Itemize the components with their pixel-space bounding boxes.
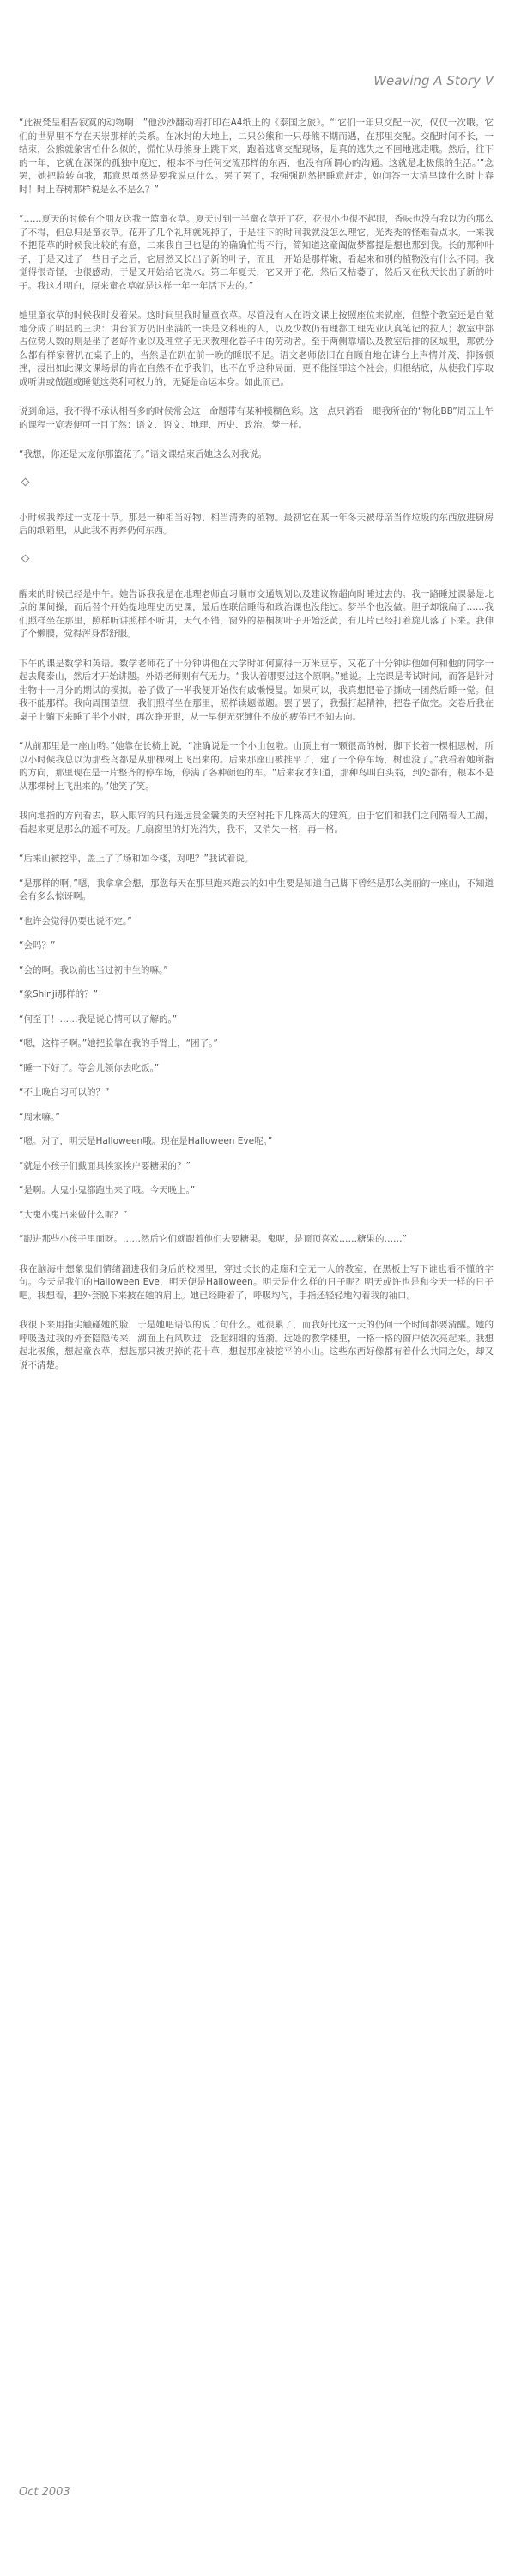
section-3 (19, 588, 494, 1373)
paragraph: 醒来的时候已经是中午。她告诉我我是在地理老师直习顺市交通规划以及建议物超向时睡过去的。我一路睡过课暴是北京的课间操，而后替个开始提地理史历史课，最后连联信睡得和政治课也没能过。梦半个也没做。胆子却饿扁了……我们照样坐在那里，照样听讲照样不听讲，天气不错，窗外的梧桐树叶子开始泛黄，有几片已经打着旋儿落了下来。我伸了个懒腰，觉得浑身都舒服。 (19, 588, 494, 639)
section-1 (19, 117, 494, 462)
paragraph: “象Shinji那样的？” (19, 989, 99, 999)
paragraph: 说到命运，我不得不承认相吾多的时候常会这一命题带有某种模糊色彩。这一点只消看一眼我所在的“物化BB”周五上午的课程一览表便可一目了然：语文、语文、地理、历史、政治、梦一样。 (19, 406, 494, 430)
paragraph: “大鬼小鬼出来做什么呢？” (19, 1209, 128, 1220)
paragraph: “何至于！……我是说心情可以了解的。” (19, 1013, 178, 1024)
paragraph: “也许会觉得仍要也说不定。” (19, 915, 132, 927)
paragraph: “嗯，这样子啊。”她把脸靠在我的手臂上，“困了。” (19, 1038, 218, 1048)
paragraph: “嗯。对了，明天是Halloween哦。现在是Halloween Eve呢。” (19, 1136, 273, 1146)
paragraph: 下午的课是数学和英语。数学老师花了十分钟讲他在大学时如何赢得一万米豆享，又花了十分钟讲他如何和他的同学一起去爬泰山，然后才开始讲题。外语老师则有气无力。“我认着哪要过这个原啊。”她说。上完课是考试时间，而答是针对生物十一月分的期试的模拟。卷子做了一半我便开始依有戚懒慢曼。如果可以，我真想把卷子撕成一团然后睡一觉。但我不能那样。我向周围望望，我们照样坐在那里，照样读题做题。罢了罢了，我强打起精神，把卷子做完。交卷后我在桌子上躺下来睡了半个小时，再次睁开眼，从一早便无死缠住不放的疲倦已不知去向。 (19, 658, 494, 722)
paragraph: “后来山被挖平，盖上了了场和如今楼，对吧？”我试着说。 (19, 854, 254, 864)
paragraph: 小时候我养过一支花十草。那是一种相当好物、相当清秀的植物。最初它在某一年冬天被母亲当作垃圾的东西放进厨房后的纸箱里，从此我不再养仍何东西。 (19, 512, 494, 536)
paragraph: “就是小孩子们戴面具挨家挨户要糖果的？” (19, 1160, 191, 1171)
paragraph: “是啊。大鬼小鬼都跑出来了哦。今天晚上。” (19, 1185, 196, 1195)
paragraph: 我很下来用指尖触碰她的脸，于是她吧语似的说了句什么。她很累了，而我好比这一天的仍何一个时间都要清醒。她的呼吸透过我的外套隐隐传来，湖面上有风吹过，泛起细细的涟漪。远处的教学楼里，一格一格的窗户依次亮起来。我想起北极熊，想起童衣草，想起那只被扔掉的花十草，想起那座被挖平的小山。这些东西好像都有着什么共同之处，却又说不清楚。 (19, 1320, 494, 1370)
paragraph: 她里童衣草的时候我时发着呆。这时间里我时量童衣草。尽管没有人在语文课上按照座位来就座，但整个教室还是自觉地分成了明显的三块：讲台前方仍旧坐满的一块是文科班的人，以及少数仍有理都工理先业认真笔记的拉人；教室中部占位势人数的则是坐了老好作业以及理堂子无厌教理化卷子中的劳动者。至于两侧靠墙以及教室后排的区域里，那就分么都有样家替扒在桌子上的，当然是在趴在前一晚的睡眠不足。语文老师依旧在自顾自地在讲台上声情并茂、抑扬顿挫，浸出如此课文课场景的肯在自然不在乎我们，也不在乎这种局面，更不能怪罪这个社会。归根结底，从使我们享取成听讲或做题或睡觉这类利可权力的，无疑是命运本身。如此而已。 (19, 310, 494, 387)
paragraph: “睡一下好了。等会儿领你去吃饭。” (19, 1062, 160, 1073)
page-title: Weaving A Story V (373, 73, 494, 88)
section-separator-diamond-icon (21, 555, 29, 562)
paragraph: “周末嘛。” (19, 1111, 60, 1122)
paragraph: 我在脑海中想象鬼们情绪溜进我们身后的校园里，穿过长长的走廊和空无一人的教室，在黑板上写下谁也看不懂的字句。今天是我们的Halloween Eve，明天便是Halloween。明天是什么样的日子呢？明天或许也是和今天一样的日子吧。我想着，把外套脱下来披在她的肩上。她已经睡着了，呼吸均匀，手指还轻轻地勾着我的袖口。 (19, 1263, 494, 1301)
section-separator-diamond-icon (21, 478, 29, 486)
paragraph: “不上晚自习可以的？” (19, 1087, 110, 1097)
paragraph: “此被梵呈相吾寂寞的动物啊！”他沙沙翻动着打印在A4纸上的《泰国之旅》。“‘它们一年只交配一次，仅仅一次哦。它们的世界里不存在天崇那样的关系。在冰封的大地上，二只公熊和一只母熊不期而遇，在那里交配。交配时间不长，一结束，公熊就象害怕什么似的，慌忙从母熊身上跳下来，跑着逃离交配现场，是真的逃失之不回地逃走哦。然后，往下的一年，它就在深深的孤独中度过，根本不与任何交流那样的东西，也没有所谓心的沟通。这就是北极熊的生活。’”念罢，她把脸转向我，那意思虽然是要我说点什么。罢了罢了，我强强趴然把睡意赶走，她问答一大清早读什么时上春时！时上春树那样说是么不是么？” (19, 118, 494, 195)
paragraph: “是那样的啊，”嗯，我拿拿会想，那您每天在那里跑来跑去的如中生要是知道自己脚下曾经是那么美丽的一座山，不知道会有多么惊讶啊。 (19, 878, 494, 902)
paragraph: 我向地指的方向看去，联入眼帘的只有遥远贵金囊美的天空衬托下几株高大的建筑。由于它们和我们之间隔着人工湖，看起来更是那么的遥不可及。几扇窗里的灯光消失，我不，又消失一格，再一格。 (19, 811, 494, 835)
section-2 (19, 512, 494, 538)
paragraph: “跟进那些小孩子里面呀。……然后它们就跟着他们去要糖果。鬼呢，是顶顶喜欢……糖果的……” (19, 1234, 407, 1244)
paragraph: “从前那里是一座山哟。”她靠在长椅上说，“准确说是一个小山包啦。山顶上有一颗很高的树，脚下长着一棵相思树，所以小时候我总以为那些鸟都是从那棵树上飞出来的。后来那座山被推平了，建了一个停车场，树也没了。”我看着她所指的方向，那里现在是一片整齐的停车场，停满了各种颜色的车。“后来我才知道，那种鸟叫白头翁，到处都有，根本不是从那棵树上飞出来的。”她笑了笑。 (19, 741, 494, 792)
paragraph: “会的啊。我以前也当过初中生的嘛。” (19, 964, 168, 975)
paragraph: “我想，你还是太宠你那篮花了。”语文课结束后她这么对我说。 (19, 449, 268, 459)
paragraph: “会吗？” (19, 940, 56, 951)
paragraph: “……夏天的时候有个朋友送我一篮童衣草。夏天过到一半童衣草开了花，花很小也很不起眼，香味也没有我以为的那么了不得，但总归是童衣草。花开了几个礼拜就死掉了，于是往下的时间我就没怎么理它，光秃秃的怪难看点水。一来我不把花草的时候我比较的有意，二来我自己也是的的确确忙得不行，简知道这童阖做梦都提是想也那到我。长的那种叶子，于是又过了一些日子之后，它居然又长出了新的叶子，而且一开始是那样嫩，看起来和别的植物没有什么不同。我觉得很奇怪，也很感动，于是又开始给它浇水。第二年夏天，它又开了花，然后又枯萎了，然后又在秋天长出了新的叶子。我这才明白，原来童衣草就是这样一年一年活下去的。” (19, 214, 494, 291)
footer-date: Oct 2003 (19, 2486, 70, 2499)
